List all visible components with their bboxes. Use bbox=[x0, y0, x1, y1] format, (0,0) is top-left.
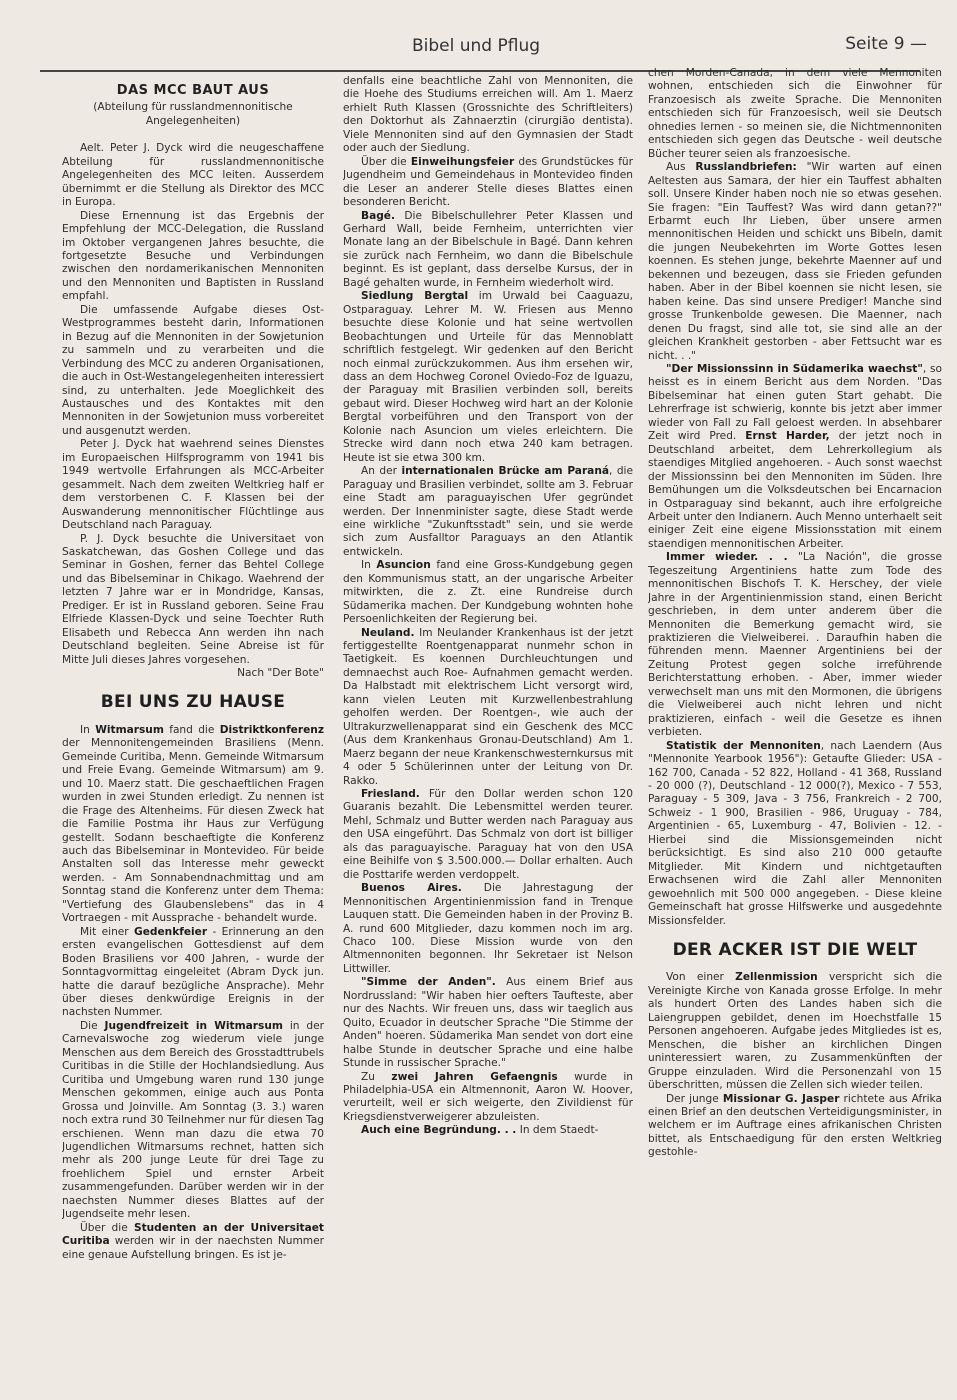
paragraph: Mit einer Gedenkfeier - Erinnerung an den ersten evangelischen Gottesdienst auf dem Boden Brasiliens vor 400 Jahren, - wurde der Sonntagvormittag eingeleitet (Abram Dyck jun. hatte die darauf bezügliche Ansprache). Mehr über dieses denkwürdige Ereignis in der nachsten Nummer. bbox=[62, 925, 324, 1019]
column-3 bbox=[648, 67, 942, 1160]
paragraph: Die umfassende Aufgabe dieses Ost-Westprogrammes besteht darin, Informationen in Bezug auf die Mennoniten in der Sowjetunion zu sammeln und zu verarbeiten und die Verbindung des MCC zu anderen Organisationen, die auch in Ost-Westangelegenheiten interessiert sind, zu unterhalten. Jede Moeglichkeit des Austausches und des Kontaktes mit den Mennoniten in der Sowjetunion muss vorbereitet und ausgenutzt werden. bbox=[62, 303, 324, 437]
paragraph: Neuland. Im Neulander Krankenhaus ist der jetzt fertiggestellte Roentgenapparat nunmehr schon in Taetigkeit. Es koennen Durchleuchtungen und demnaechst auch Roe- Aufnahmen gemacht werden. Da Halbstadt mit elektrischem Licht versorgt wird, kann vielen Leuten mit Kurzwellenbestrahlung geholfen werden. Der Roentgen-, wie auch der Ultrakurzwellenapparat sind ein Geschenk des MCC (Aus dem Krankenhaus Gronau-Deutschland) Am 1. Maerz begann der neue Krankenschwesternkursus mit 4 oder 5 Schülerinnen unter der Leitung von Dr. Rakko. bbox=[343, 626, 633, 787]
paragraph: P. J. Dyck besuchte die Universitaet von Saskatchewan, das Goshen College und das Seminar in Goshen, ferner das Behtel College und das Bibelseminar in Chikago. Waehrend der letzten 7 Jahre war er in Mondridge, Kansas, Prediger. Er ist in Russland geboren. Seine Frau Elfriede Klassen-Dyck und seine Toechter Ruth Elisabeth und Rebecca Ann werden ihn nach Deutschland begleiten. Seine Abreise ist für Mitte Juli dieses Jahres vorgesehen. bbox=[62, 532, 324, 666]
paragraph: Aus Russlandbriefen: "Wir warten auf einen Aeltesten aus Samara, der hier ein Tauffest abhalten soll. Unsere Kinder haben noch nie so etwas gesehen. Sie fragen: "Ein Tauffest? Was wird dann getan??" Erbarmt euch Ihr Lieben, über unsere armen mennonitischen Heiden und schickt uns Bibeln, damit die jungen Neubekehrten im Worte Gottes lesen koennen. Es stehen junge, bekehrte Maenner auf und bekennen und bezeugen, dass sie Frieden gefunden haben. Aber in der Bibel koennen sie nicht lesen, sie haben keine. Das sind unsere Prediger! Manche sind grosse Trunkenbolde gewesen. Die Maenner, nach denen Du fragst, sind alle tot, sie sind alle an der gleichen Krankheit gestorben - aber Fettsucht war es nicht. . ." bbox=[648, 161, 942, 362]
paragraph: Peter J. Dyck hat waehrend seines Dienstes im Europaeischen Hilfsprogramm von 1941 bis 1949 wertvolle Erfahrungen als MCC-Arbeiter gesammelt. Nach dem zweiten Weltkrieg half er dem verstorbenen C. F. Klassen bei der Auswanderung mennonitischer Flüchtlinge aus Deutschland nach Paraguay. bbox=[62, 438, 324, 532]
paragraph: Über die Studenten an der Universitaet Curitiba werden wir in der naechsten Nummer eine genaue Aufstellung bringen. Es ist je- bbox=[62, 1221, 324, 1261]
paragraph: Über die Einweihungsfeier des Grundstückes für Jugendheim und Gemeindehaus in Montevideo finden die Leser an anderer Stelle dieses Blattes einen besonderen Bericht. bbox=[343, 155, 633, 209]
paragraph: Siedlung Bergtal im Urwald bei Caaguazu, Ostparaguay. Lehrer M. W. Friesen aus Menno besuchte diese Kolonie und hat seine wertvollen Beobachtungen und Urteile für das Mennoblatt schriftlich festgelegt. Wir gedenken auf den Bericht noch einmal zurückzukommen. Aus ihm ersehen wir, dass an dem Hochweg Coronel Oviedo-Foz de Iguazu, der Paraguay mit Brasilien verbinden soll, bereits gebaut wird. Dieser Hochweg wird hart an der Kolonie Bergtal vorbeiführen und den Transport von der Kolonie nach Asuncion um vieles erleichtern. Die Strecke wird dann noch etwa 240 kam betragen. Heute ist sie etwa 300 km. bbox=[343, 290, 633, 464]
paragraph: Auch eine Begründung. . . In dem Staedt- bbox=[361, 1124, 599, 1137]
paragraph: An der internationalen Brücke am Paraná, die Paraguay und Brasilien verbindet, sollte am 3. Februar eine Stadt am paraguayischen Ufer gegründet werden. Der Innenminister sagte, diese Stadt werde eine wirkliche "Zukunftsstadt" sein, und sie werde sich zum Ausfalltor Paraguays an den Atlantik entwickeln. bbox=[343, 465, 633, 558]
paragraph: "Der Missionssinn in Südamerika waechst", so heisst es in einem Bericht aus dem Norden. "Das Bibelseminar hat einen guten Start gehabt. Die Lehrerfrage ist schwierig, konnte bis jetzt aber immer wieder von Fall zu Fall geloest werden. In absehbarer Zeit wird Pred. Ernst Harder, der jetzt noch in Deutschland arbeitet, dem Lehrerkollegium als staendiges Mitglied angehoeren. - Auch sonst waechst der Missionssinn bei den Mennoniten im Süden. Ihre Bemühungen um die Volksdeutschen bei Encarnacion in Ostparaguay sind bekannt, auch ihre erfolgreiche Arbeit unter den Indianern. Auch Menno unterhaelt seit einiger Zeit eine eigene Missionsstation mit einem staendigen mennonitischen Arbeiter. bbox=[648, 362, 942, 550]
paragraph: chen Morden-Canada, in dem viele Mennoniten wohnen, entschieden sich die Einwohner für Franzoesisch als zweite Sprache. Die Mennoniten entschieden sich für Franzoesisch, weil sie Deutsch ohnedies lernen - so meinen sie, die Nichtmennoniten entschieden sich gegen das Deutsche - weil deutsche Bücher teurer seien als franzoesische. bbox=[648, 67, 942, 160]
paragraph: Bagé. Die Bibelschullehrer Peter Klassen und Gerhard Wall, beide Fernheim, unterrichten vier Monate lang an der Bibelschule in Bagé. Dann kehren sie zurück nach Fernheim, wo dann die Bibelschule beginnt. Es ist geplant, dass derselbe Kursus, der in Bagé gehalten wurde, in Fernheim wiederholt wird. bbox=[343, 209, 633, 289]
paragraph: In Witmarsum fand die Distriktkonferenz der Mennonitengemeinden Brasiliens (Menn. Gemeinde Curitiba, Menn. Gemeinde Witmarsum und Freie Evang. Gemeinde Witmarsum) am 9. und 10. Maerz statt. Die geschaeftlichen Fragen wurden in zwei Stunden erledigt. Zu nennen ist die Frage des Altenheims. Für diesen Zweck hat die Familie Postma ihr Haus zur Verfügung gestellt. Sodann beschaeftigte die Konferenz auch das Bibelseminar in Montevideo. Für beide Anstalten soll das Interesse mehr geweckt werden. - Am Sonnabendnachmittag und am Sonntag stand die Konferenz unter dem Thema: "Vertiefung des Glaubenslebens" das in 4 Vortraegen - mit Aussprache - behandelt wurde. bbox=[62, 723, 324, 925]
paragraph: Von einer Zellenmission verspricht sich die Vereinigte Kirche von Kanada grosse Erfolge. In mehr als hundert Orten des Landes haben sich die Laiengruppen gebildet, denen im Hoechstfalle 15 Personen angehoeren. Aufgabe jedes Mitgliedes ist es, Menschen, die bisher an kirchlichen Dingen uninteressiert waren, zu Zusammenkünften der Gruppe einzuladen. Wird die Personenzahl von 15 überschritten, müssen die Zellen sich wieder teilen. bbox=[648, 971, 942, 1092]
page-number: Seite 9 — bbox=[845, 34, 927, 54]
paragraph: Buenos Aires. Die Jahrestagung der Mennonitischen Argentinienmission fand in Trenque Lauquen statt. Die Gemeinden haben in der Provinz B. A. rund 600 Mitglieder, dazu kommen noch im arg. Chaco 100. Diese Mission wurde von den Altmennoniten begonnen. Ihr Sekretaer ist Nelson Littwiller. bbox=[343, 882, 633, 975]
article-heading-mcc: DAS MCC BAUT AUS bbox=[116, 83, 270, 98]
section-heading-acker: DER ACKER IST DIE WELT bbox=[672, 940, 918, 960]
paragraph: Die Jugendfreizeit in Witmarsum in der Carnevalswoche zog wiederum viele junge Menschen aus dem Bereich des Grosstadttrubels Curitibas in die Stille der Hochlandsiedlung. Aus Curitiba und Umgebung waren rund 130 junge Menschen gekommen, einige auch aus Ponta Grossa und Joinville. Am Sonntag (3. 3.) waren noch extra rund 30 Teilnehmer nur für diesen Tag erschienen. Wenn man dazu die etwa 70 Jugendlichen Witmarsums rechnet, hatten sich mehr als 200 junge Leute für drei Tage zu froehlichem Spiel und ernster Arbeit zusammengefunden. Darüber werden wir in der naechsten Nummer dieses Blattes auf der Jugendseite mehr lesen. bbox=[62, 1019, 324, 1221]
paragraph: Friesland. Für den Dollar werden schon 120 Guaranis bezahlt. Die Lebensmittel werden teurer. Mehl, Schmalz und Butter werden nach Paraguay aus den USA eingeführt. Das Schmalz von dort ist billiger als das paraguayische. Paraguay hat von den USA eine Beihilfe von $ 3.500.000.— Dollar erhalten. Auch die Posttarife werden verdoppelt. bbox=[343, 788, 633, 881]
column-2 bbox=[343, 75, 633, 1138]
source-line: Nach "Der Bote" bbox=[237, 667, 324, 680]
paragraph: In Asuncion fand eine Gross-Kundgebung gegen den Kommunismus statt, an der ungarische Arbeiter mitwirkten, die z. Zt. eine Rundreise durch Südamerika machen. Der Kundgebung wohnten hohe Persoenlichkeiten der Regierung bei. bbox=[343, 559, 633, 626]
section-heading-bei-uns: BEI UNS ZU HAUSE bbox=[100, 692, 286, 713]
paragraph: "Simme der Anden". Aus einem Brief aus Nordrussland: "Wir haben hier oefters Taufteste, aber nur des Nachts. Wir freuen uns, dass wir taeglich aus Quito, Ecuador in deutscher Sprache "Die Stimme der Anden" hoeren. Südamerika Man sendet von dort eine halbe Stunde in deutscher Sprache und eine halbe Stunde in russischer Sprache." bbox=[343, 976, 633, 1070]
column-1 bbox=[62, 78, 324, 1262]
publication-title: Bibel und Pflug bbox=[412, 36, 541, 56]
paragraph: Immer wieder. . . "La Nación", die grosse Tegeszeitung Argentiniens hatte zum Tode des mennonitischen Bischofs T. K. Herschey, der viele Jahre in der Argentinienmission stand, einen Bericht geschrieben, in dem unter anderem über die Mennoniten die Bemerkung gemacht wird, sie praktizieren die Vielweiberei. . Daraufhin haben die führenden menn. Maenner Argentiniens bei der Zeitung Protest gegen solche irreführende Berichterstattung erhoben. - Aber, immer wieder verwechselt man uns mit den Mormonen, die übrigens die Vielweiberei auch nicht lehren und nicht praktizieren, einfach - weil die Gesetze es ihnen verbieten. bbox=[648, 551, 942, 739]
paragraph: Aelt. Peter J. Dyck wird die neugeschaffene Abteilung für russlandmennonitische Angelegenheiten des MCC leiten. Ausserdem übernimmt er die Stellung als Direktor des MCC in Europa. bbox=[62, 142, 324, 209]
page-header bbox=[40, 28, 927, 68]
article-subheading: (Abteilung für russlandmennonitische Angelegenheiten) bbox=[93, 101, 293, 127]
paragraph: Statistik der Mennoniten, nach Laendern (Aus "Mennonite Yearbook 1956"): Getaufte Glieder: USA - 162 700, Canada - 52 822, Holland - 41 368, Russland - 20 000 (?), Deutschland - 12 000(?), Mexico - 7 553, Paraguay - 5 309, Java - 3 756, Frankreich - 2 700, Schweiz - 1 900, Brasilien - 986, Uruguay - 784, Argentinien - 65, Luxemburg - 47, Bolivien - 12. - Hierbei sind die Missionsgemeinden nicht berücksichtigt. Es sind also 210 000 getaufte Mitglieder. Mit Kindern und nichtgetauften Erwachsenen wird die Zahl aller Mennoniten gewoehnlich mit 500 000 angegeben. - Diese kleine Gemeinschaft hat grosse Hilfswerke und ausgedehnte Missionsfelder. bbox=[648, 739, 942, 927]
paragraph: denfalls eine beachtliche Zahl von Mennoniten, die die Hoehe des Studiums erreichen will. Am 1. Maerz erhielt Ruth Klassen (Grossnichte des Schriftleiters) den Doktorhut als Zahnaerztin (cirurgião dentista). Viele Mennoniten sind auf den Gymnasien der Stadt oder auch der Siedlung. bbox=[343, 75, 633, 155]
paragraph: Zu zwei Jahren Gefaengnis wurde in Philadelphia-USA ein Altmennonit, Aaron W. Hoover, verurteilt, weil er sich weigerte, den Zivildienst für Kriegsdienstverweigerer abzuleisten. bbox=[343, 1070, 633, 1123]
paragraph: Der junge Missionar G. Jasper richtete aus Afrika einen Brief an den deutschen Verteidigungsminister, in welchem er im Auftrage eines afrikanischen Christen bittet, als Entschaedigung für den ersten Weltkrieg gestohle- bbox=[648, 1092, 942, 1159]
paragraph: Diese Ernennung ist das Ergebnis der Empfehlung der MCC-Delegation, die Russland im Oktober vergangenen Jahres besuchte, die fortgesetzte Besuche und Verbindungen zwischen den nordamerikanischen Mennoniten und den Mennoniten und Baptisten in Russland empfahl. bbox=[62, 209, 324, 303]
